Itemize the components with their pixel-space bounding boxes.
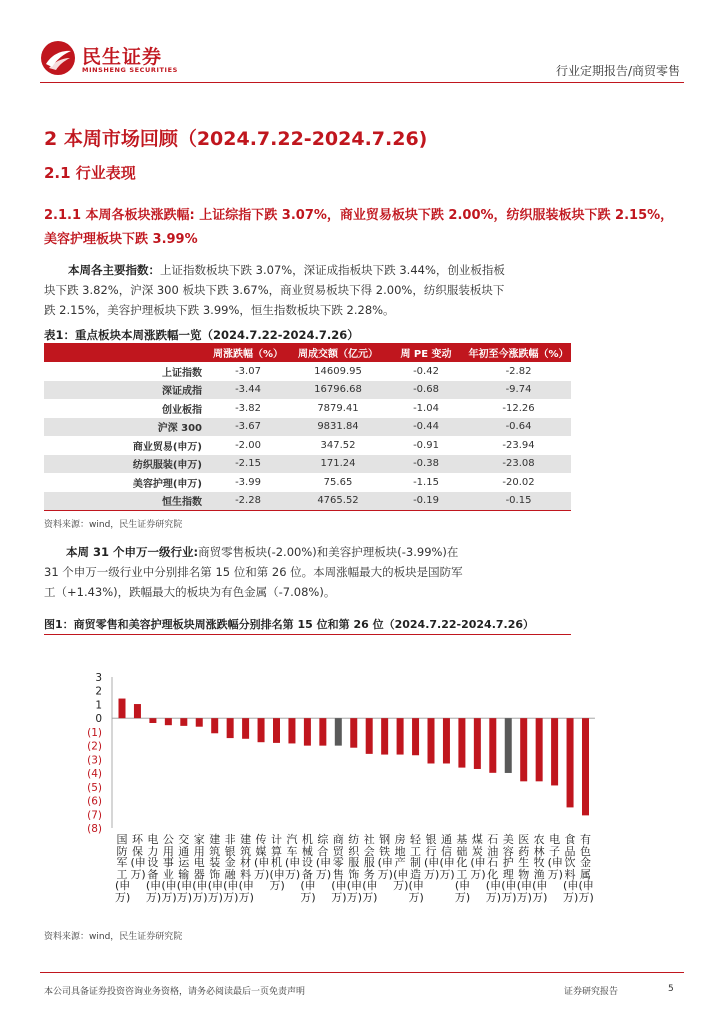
footer-disclaimer: 本公司具备证券投资咨询业务资格，请务必阅读最后一页免责声明 <box>44 987 306 997</box>
chart-bar <box>180 718 187 726</box>
table-cell: -23.94 <box>502 439 535 451</box>
table-cell: 7879.41 <box>317 402 359 414</box>
table-cell: 沪深 300 <box>44 418 206 437</box>
table-cell: -0.19 <box>386 492 466 511</box>
chart-x-category-label: 电子(申万) <box>547 833 563 881</box>
chart-y-tick-label: (2) <box>87 740 102 753</box>
chart-x-category-label: 公用事业(申万) <box>161 833 177 904</box>
chart-bar <box>443 718 450 763</box>
chart-bar <box>165 718 172 725</box>
paragraph-lead: 本周 31 个申万一级行业: <box>66 545 199 559</box>
chart-x-category-label: 石油石化(申万) <box>485 833 502 904</box>
table-cell: 9831.84 <box>290 418 386 437</box>
chart-x-category-label: 煤炭(申万) <box>470 833 486 881</box>
table-cell: -0.68 <box>386 381 466 400</box>
table-cell: -3.82 <box>235 402 261 414</box>
chart-x-category-label: 基础化工(申万) <box>454 833 471 904</box>
chart-x-category-label: 传媒(申万) <box>254 833 270 881</box>
table-cell: -0.15 <box>466 492 571 511</box>
chart-x-category-label: 计算机(申万) <box>269 833 285 893</box>
chart-x-category-label: 家用电器(申万) <box>192 833 208 904</box>
table-cell: -2.15 <box>206 455 290 474</box>
subsubsection-heading: 2.1.1 本周各板块涨跌幅: 上证综指下跌 3.07%，商业贸易板块下跌 2.00%，纺织服装板块下跌 2.15%，美容护理板块下跌 3.99% <box>44 208 674 247</box>
chart-bar <box>350 718 357 748</box>
table-cell: -1.04 <box>413 402 439 414</box>
chart-bar <box>412 718 419 755</box>
chart-bar <box>119 699 126 719</box>
chart-y-tick-label: (7) <box>87 809 102 822</box>
figure-source-note: 资料来源：wind，民生证券研究院 <box>44 932 183 942</box>
table-cell: 347.52 <box>320 439 356 451</box>
table-cell: -0.42 <box>413 365 439 377</box>
chart-bar <box>428 718 435 763</box>
chart-x-category-label: 纺织服饰(申万) <box>346 833 363 904</box>
chart-bar <box>319 718 326 745</box>
table-cell: -23.08 <box>466 455 571 474</box>
table-cell: -0.44 <box>386 418 466 437</box>
subsection-heading: 2.1 行业表现 <box>44 164 136 182</box>
chart-bar <box>288 718 295 743</box>
chart-x-category-label: 电力设备(申万) <box>145 833 162 904</box>
chart-bar <box>304 718 311 745</box>
chart-x-category-label: 综合(申万) <box>315 833 332 881</box>
table-cell: -1.15 <box>413 476 439 488</box>
logo-english-name: MINSHENG SECURITIES <box>82 66 178 74</box>
chart-x-category-label: 银行(申万) <box>424 833 440 881</box>
table-cell: 上证指数 <box>162 367 202 379</box>
table-cell: -12.26 <box>502 402 535 414</box>
chart-bar <box>134 704 141 718</box>
chart-x-category-label: 建筑装饰(申万) <box>207 833 223 904</box>
chart-bar <box>366 718 373 754</box>
table-cell: -9.74 <box>466 381 571 400</box>
table-cell: 4765.52 <box>290 492 386 511</box>
chart-x-category-label: 食品饮料(申万) <box>563 833 579 904</box>
chart-x-category-label: 汽车(申万) <box>284 833 301 881</box>
chart-x-category-label: 有色金属(申万) <box>578 833 594 904</box>
chart-x-category-label: 农林牧渔(申万) <box>532 833 548 904</box>
figure-caption: 图1：商贸零售和美容护理板块周涨跌幅分别排名第 15 位和第 26 位（2024.7.22-2024.7.26） <box>44 616 571 635</box>
table-cell: 恒生指数 <box>44 492 206 511</box>
table-cell: -3.44 <box>206 381 290 400</box>
chart-x-category-label: 环保(申万) <box>130 833 146 881</box>
chart-bar <box>567 718 574 807</box>
chart-bar <box>211 718 218 733</box>
chart-y-tick-label: 3 <box>95 672 102 684</box>
footer-series: 证券研究报告 <box>564 987 619 997</box>
table-cell: 深证成指 <box>44 381 206 400</box>
chart-y-tick-label: 0 <box>95 713 102 726</box>
chart-y-tick-label: (5) <box>87 781 102 794</box>
chart-x-category-label: 通信(申万) <box>439 833 455 881</box>
table-cell: 创业板指 <box>162 404 202 416</box>
chart-bar <box>474 718 481 769</box>
table-header-cell: 周 PE 变动 <box>386 343 466 362</box>
table-caption: 表1：重点板块本周涨跌幅一览（2024.7.22-2024.7.26） <box>44 328 359 342</box>
chart-y-tick-label: 1 <box>95 699 102 712</box>
chart-x-category-label: 非银金融(申万) <box>223 833 239 904</box>
chart-x-category-label: 房地产(申万) <box>393 833 409 893</box>
table-cell: -3.07 <box>235 365 261 377</box>
chart-y-tick-label: (4) <box>87 768 102 781</box>
chart-bar <box>536 718 543 781</box>
table-cell: 171.24 <box>290 455 386 474</box>
table-header-cell: 周成交额（亿元） <box>290 343 386 362</box>
chart-y-tick-label: (6) <box>87 795 102 808</box>
table-cell: 商业贸易(申万) <box>132 441 202 453</box>
chart-x-category-label: 钢铁(申万) <box>377 833 393 881</box>
table-cell: 75.65 <box>323 476 353 488</box>
chart-x-category-label: 交通运输(申万) <box>176 833 193 904</box>
table-cell: -2.82 <box>505 365 532 377</box>
table-header-cell: 年初至今涨跌幅（%） <box>466 343 571 362</box>
table-cell: -0.91 <box>413 439 439 451</box>
table-cell: -0.38 <box>386 455 466 474</box>
chart-bar <box>397 718 404 754</box>
paragraph-body: 商贸零售板块(-2.00%)和美容护理板块(-3.99%)在 31 个申万一级行业中分别排名第 15 位和第 26 位。本周涨幅最大的板块是国防军工（+1.43%)，跌幅最大的板块为有色金属（-7.08%)。 <box>44 545 463 599</box>
chart-bar <box>227 718 234 738</box>
chart-y-tick-label: 2 <box>95 685 102 698</box>
chart-bar <box>242 718 249 739</box>
chart-x-category-label: 美容护理(申万) <box>501 833 517 904</box>
chart-y-tick-label: (3) <box>87 754 102 767</box>
chart-x-category-label: 商贸零售(申万) <box>331 833 347 904</box>
table-cell: 16796.68 <box>290 381 386 400</box>
table-cell: 纺织服装(申万) <box>44 455 206 474</box>
footer-divider <box>40 972 684 973</box>
chart-y-tick-label: (8) <box>87 823 102 835</box>
paragraph-lead: 本周各主要指数： <box>68 263 160 277</box>
chart-x-category-label: 机械设备(申万) <box>300 833 316 904</box>
chart-bar <box>505 718 512 773</box>
chart-bar <box>458 718 465 767</box>
table-cell: -0.64 <box>466 418 571 437</box>
table-cell: -3.67 <box>206 418 290 437</box>
table-cell: 美容护理(申万) <box>132 478 202 490</box>
chart-bar <box>273 718 280 743</box>
table-cell: 14609.95 <box>314 365 362 377</box>
table-cell: -2.00 <box>235 439 261 451</box>
paragraph-body: 上证指数板块下跌 3.07%，深证成指板块下跌 3.44%，创业板指板块下跌 3.82%，沪深 300 板块下跌 3.67%，商业贸易板块下得 2.00%，纺织服装板块下跌 2.15%，美容护理板块下跌 3.99%，恒生指数板块下跌 2.28%。 <box>44 263 505 317</box>
table-cell: -20.02 <box>502 476 535 488</box>
chart-bar <box>149 718 156 723</box>
chart-bar <box>520 718 527 781</box>
chart-x-category-label: 建筑材料(申万) <box>238 833 254 904</box>
chart-bar <box>196 718 203 727</box>
table-cell: -2.28 <box>206 492 290 511</box>
table-header-cell: 周涨跌幅（%） <box>206 343 290 362</box>
chart-y-tick-label: (1) <box>87 726 102 739</box>
chart-bar <box>258 718 265 742</box>
chart-bar <box>582 718 589 815</box>
table-source-note: 资料来源：wind，民生证券研究院 <box>44 520 183 530</box>
chart-x-category-label: 轻工制造(申万) <box>408 833 424 904</box>
logo-chinese-name: 民生证券 <box>82 46 163 68</box>
report-type: 行业定期报告/商贸零售 <box>555 64 680 78</box>
chart-bar <box>381 718 388 754</box>
chart-x-category-label: 国防军工(申万) <box>115 833 131 904</box>
table-cell: -3.99 <box>235 476 261 488</box>
chart-x-category-label: 社会服务(申万) <box>362 833 378 904</box>
chart-bar <box>551 718 558 785</box>
section-heading: 2 本周市场回顾（2024.7.22-2024.7.26) <box>44 128 428 150</box>
chart-bar <box>489 718 496 773</box>
chart-bar <box>335 718 342 745</box>
page-number: 5 <box>668 984 674 994</box>
chart-x-category-label: 医药生物(申万) <box>516 833 532 904</box>
